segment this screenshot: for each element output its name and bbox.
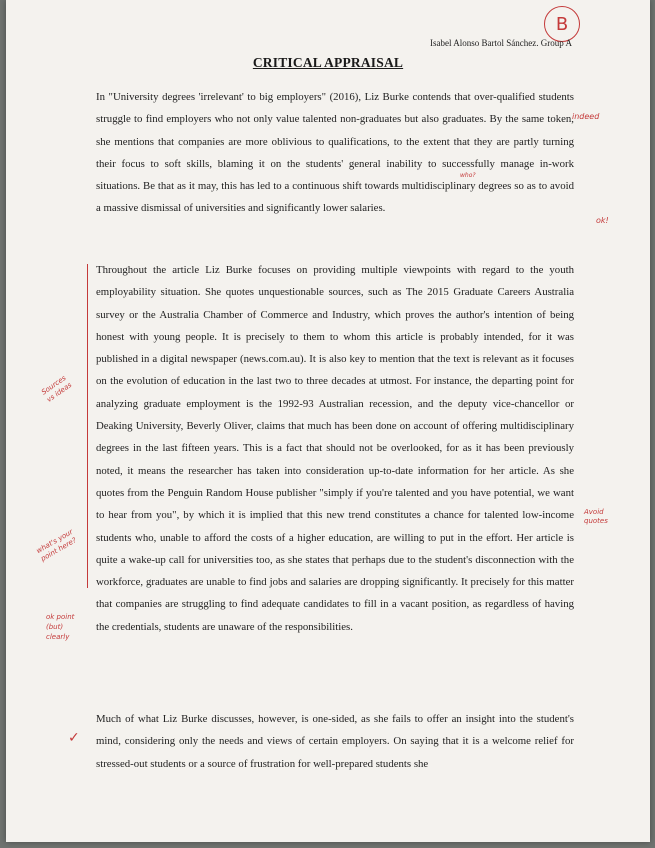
margin-note-point: what's your point here? xyxy=(34,527,78,563)
paragraph-3: Much of what Liz Burke discusses, however, is one-sided, as she fails to offer an insight into the student's mind, considering only the needs and views of certain employers. On saying that it is a welcome relief for stressed-out students or a source of frustration for well-prepared students she xyxy=(96,713,574,770)
margin-bracket xyxy=(87,264,92,588)
margin-note-ok-point: ok point (but) clearly xyxy=(46,613,75,641)
inline-note-who: who? xyxy=(460,172,476,179)
margin-note-ok: ok! xyxy=(596,216,609,225)
grade-mark: B xyxy=(544,6,580,42)
author-line: Isabel Alonso Bartol Sánchez. Group A xyxy=(430,38,572,48)
document-page xyxy=(6,0,650,842)
check-mark: ✓ xyxy=(68,730,80,746)
paragraph-1: In "University degrees 'irrelevant' to big employers" (2016), Liz Burke contends that over-qualified students struggle to find employers who not only value talented non-graduates but also graduates. By the same token, she mentions that companies are more oblivious to qualifications, to the extent that they are partly turning their focus to soft skills, blaming it on the students' general inability to successfully manage in-work situations. Be that as it may, this has led to a continuous shift towards multidisciplinary degrees so as to avoid a massive dismissal of universities and significantly lower salaries. xyxy=(96,91,574,215)
margin-note-indeed: indeed xyxy=(572,112,600,121)
margin-note-quotes: Avoid quotes xyxy=(584,508,608,525)
page-title: CRITICAL APPRAISAL xyxy=(252,55,404,70)
margin-note-sources: Sources vs ideas xyxy=(40,373,74,404)
paragraph-2: Throughout the article Liz Burke focuses on providing multiple viewpoints with regard to the youth employability situation. She quotes unquestionable sources, such as The 2015 Graduate Careers Australia survey or the Australia Chamber of Commerce and Industry, which proves the author's intention of being honest with young people. It is precisely to them to whom this article is probably intended, for it was published in a digital newspaper (news.com.au). It is also key to mention that the text is relevant as it focuses on the evolution of education in the last two to three decades at utmost. For instance, the departing point for analyzing graduate employment is the 1992-93 Australian recession, and the deputy vice-chancellor or Deaking University, Beverly Oliver, claims that much has been done on account of offering multidisciplinary degrees in the last fifteen years. This is a fact that should not be overlooked, for as it has been previously noted, it means the researcher has taken into consideration up-to-date information for her article. As she quotes from the Penguin Random House publisher "simply if you're talented and you have potential, we want to hear from you", by which it is implied that this new trend constitutes a chance for talented low-income students who, unable to afford the costs of a higher education, are willing to put in the effort. Her article is quite a wake-up call for universities too, as she states that perhaps due to the student's disconnection with the workforce, graduates are unable to find jobs and salaries are dropping significantly. It precisely for this matter that companies are struggling to find adequate candidates to fill in a vacant position, as regardless of having the credentials, students are unaware of the responsibilities. xyxy=(96,264,574,633)
